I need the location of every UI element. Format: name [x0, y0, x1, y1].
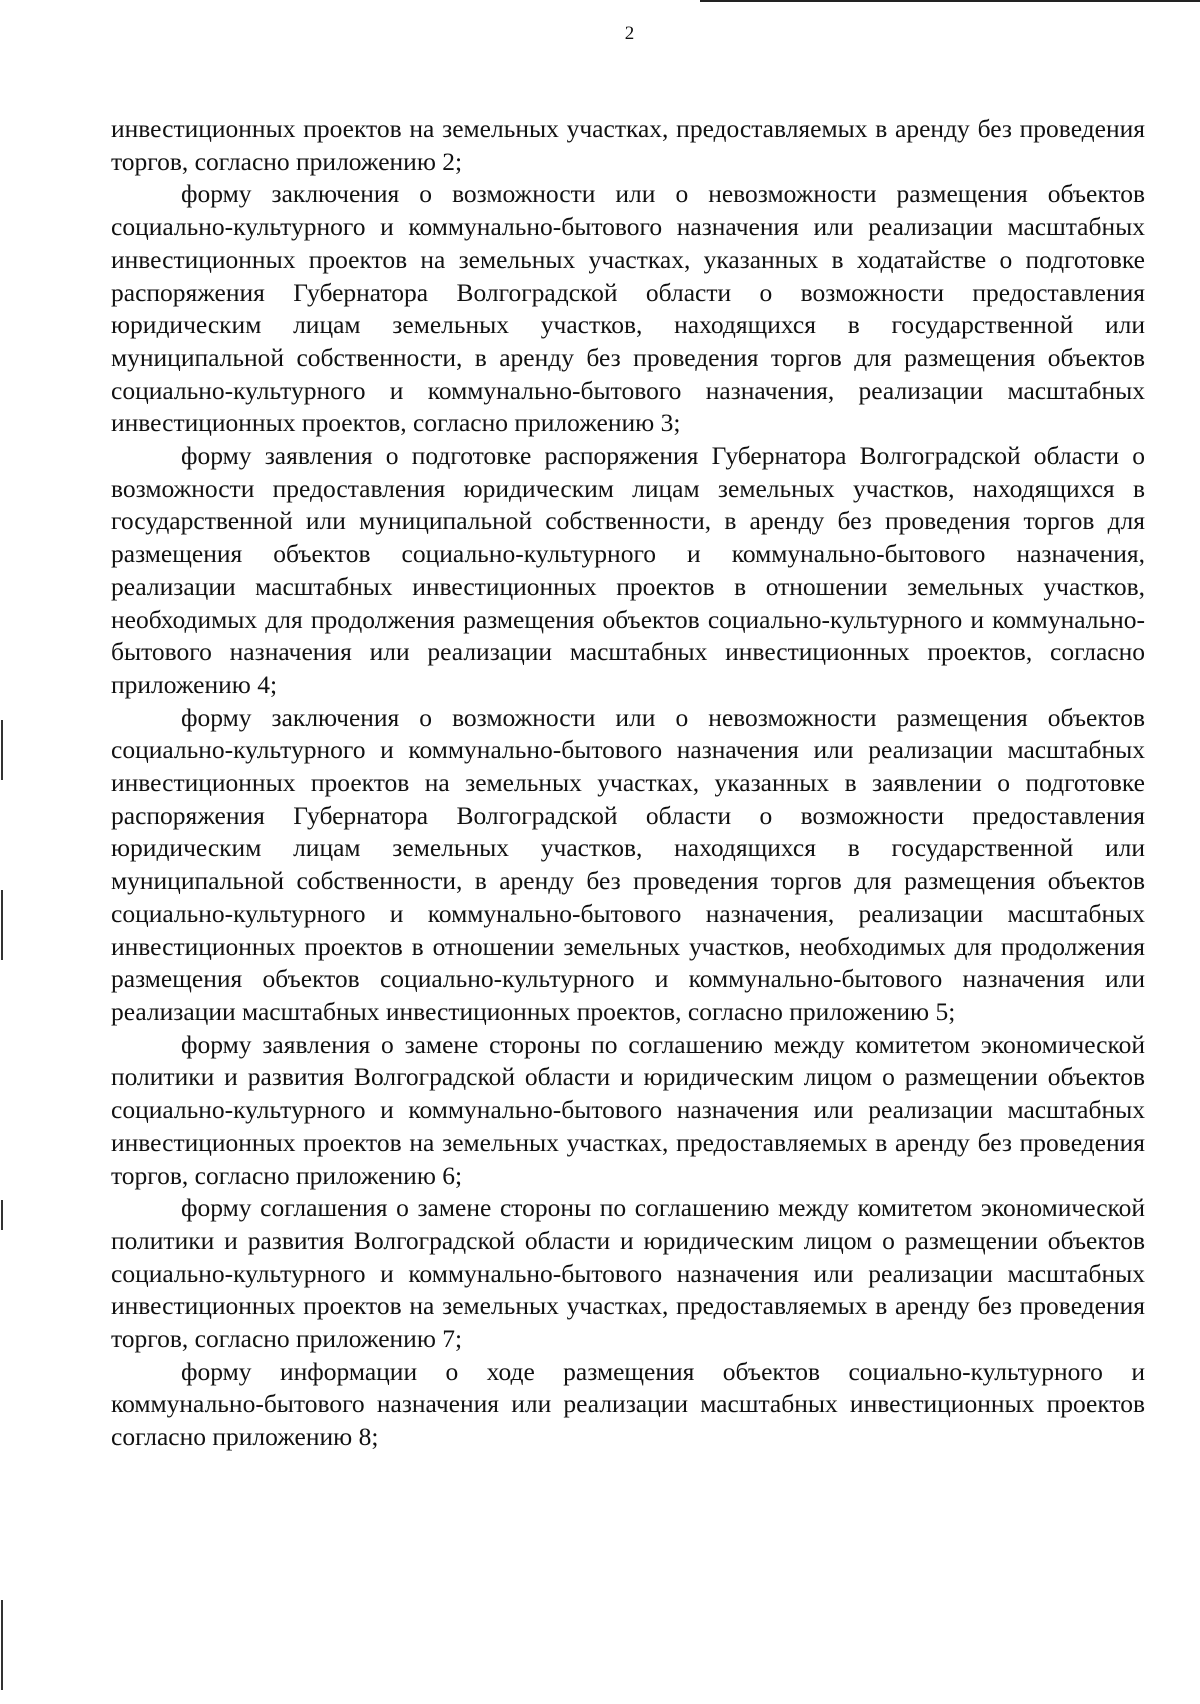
paragraph: форму информации о ходе размещения объектов социально-культурного и коммунально-бытового назначения или реализации масштабных инвестиционных проектов согласно приложению 8; [111, 1356, 1145, 1452]
paragraph: форму заявления о замене стороны по соглашению между комитетом экономической политики и развития Волгоградской области и юридическим лицом о размещении объектов социально-культурного и коммунально-бытового назначения или реализации масштабных инвестиционных проектов на земельных участках, предоставляемых в аренду без проведения торгов, согласно приложению 6; [111, 1029, 1145, 1190]
scan-edge-line [700, 0, 1200, 2]
paragraph: форму заключения о возможности или о невозможности размещения объектов социально-культурного и коммунально-бытового назначения или реализации масштабных инвестиционных проектов на земельных участках, указанных в заявлении о подготовке распоряжения Губернатора Волгоградской области о возможности предоставления юридическим лицам земельных участков, находящихся в государственной или муниципальной собственности, в аренду без проведения торгов для размещения объектов социально-культурного и коммунально-бытового назначения, реализации масштабных инвестиционных проектов в отношении земельных участков, необходимых для продолжения размещения объектов социально-культурного и коммунально-бытового назначения или реализации масштабных инвестиционных проектов, согласно приложению 5; [111, 702, 1145, 1026]
paragraph: инвестиционных проектов на земельных участках, предоставляемых в аренду без проведения торгов, согласно приложению 2; [111, 114, 1145, 176]
paragraph: форму соглашения о замене стороны по соглашению между комитетом экономической политики и развития Волгоградской области и юридическим лицом о размещении объектов социально-культурного и коммунально-бытового назначения или реализации масштабных инвестиционных проектов на земельных участках, предоставляемых в аренду без проведения торгов, согласно приложению 7; [111, 1193, 1145, 1354]
page-number: 2 [624, 23, 635, 44]
document-body [111, 113, 1145, 1454]
paragraph: форму заключения о возможности или о невозможности размещения объектов социально-культурного и коммунально-бытового назначения или реализации масштабных инвестиционных проектов на земельных участках, указанных в ходатайстве о подготовке распоряжения Губернатора Волгоградской области о возможности предоставления юридическим лицам земельных участков, находящихся в государственной или муниципальной собственности, в аренду без проведения торгов для размещения объектов социально-культурного и коммунально-бытового назначения, реализации масштабных инвестиционных проектов, согласно приложению 3; [111, 179, 1145, 438]
scan-margin-mark [1, 890, 3, 960]
paragraph: форму заявления о подготовке распоряжения Губернатора Волгоградской области о возможности предоставления юридическим лицам земельных участков, находящихся в государственной или муниципальной собственности, в аренду без проведения торгов для размещения объектов социально-культурного и коммунально-бытового назначения, реализации масштабных инвестиционных проектов в отношении земельных участков, необходимых для продолжения размещения объектов социально-культурного и коммунально-бытового назначения или реализации масштабных инвестиционных проектов, согласно приложению 4; [111, 441, 1145, 699]
scan-margin-mark [1, 720, 3, 780]
scan-margin-mark [1, 1600, 3, 1690]
scan-margin-mark [1, 1200, 3, 1230]
